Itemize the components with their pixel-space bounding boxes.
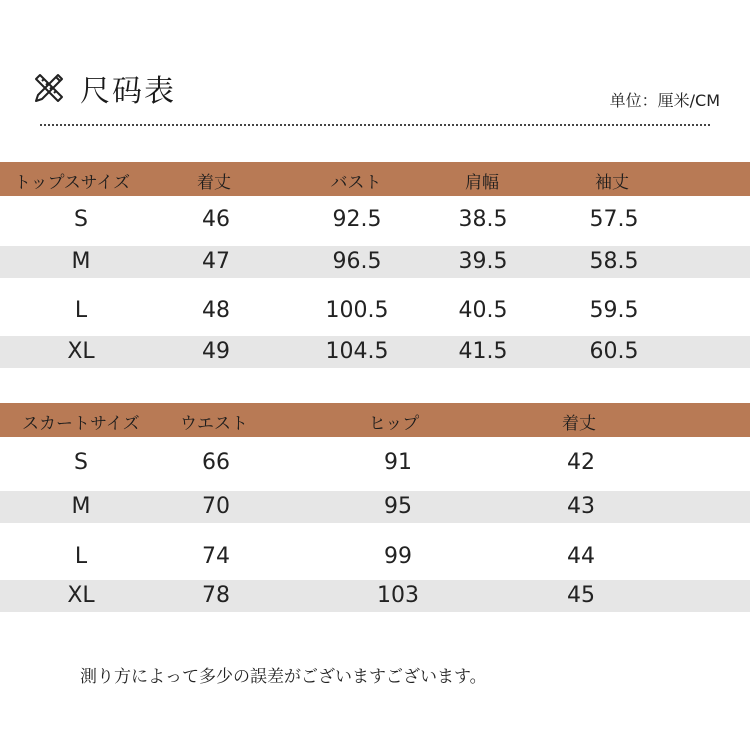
length-cell: 43 xyxy=(567,494,595,519)
skirt-header-size: スカートサイズ xyxy=(22,414,140,434)
size-cell: L xyxy=(74,544,88,569)
tops-header-sleeve: 袖丈 xyxy=(595,173,629,193)
table-row xyxy=(0,491,750,523)
shoulder-cell: 41.5 xyxy=(458,339,508,364)
dotted-divider xyxy=(40,124,710,126)
length-cell: 42 xyxy=(567,450,595,475)
length-cell: 46 xyxy=(202,207,230,232)
sleeve-cell: 60.5 xyxy=(589,339,639,364)
sleeve-cell: 58.5 xyxy=(589,249,639,274)
waist-cell: 74 xyxy=(202,544,230,569)
waist-cell: 78 xyxy=(202,583,230,608)
length-cell: 44 xyxy=(567,544,595,569)
hip-cell: 103 xyxy=(377,583,419,608)
table-row xyxy=(0,246,750,278)
table-row xyxy=(0,336,750,368)
bust-cell: 100.5 xyxy=(325,298,389,323)
waist-cell: 66 xyxy=(202,450,230,475)
size-cell: XL xyxy=(67,339,95,364)
size-cell: S xyxy=(74,207,88,232)
skirt-header-row xyxy=(0,403,750,437)
title-row xyxy=(32,66,176,110)
length-cell: 45 xyxy=(567,583,595,608)
sleeve-cell: 57.5 xyxy=(589,207,639,232)
tops-header-length: 着丈 xyxy=(197,173,231,193)
waist-cell: 70 xyxy=(202,494,230,519)
shoulder-cell: 40.5 xyxy=(458,298,508,323)
table-row xyxy=(0,295,750,327)
table-row xyxy=(0,204,750,236)
shoulder-cell: 39.5 xyxy=(458,249,508,274)
bust-cell: 96.5 xyxy=(332,249,382,274)
unit-label: 单位：厘米/CM xyxy=(609,91,720,110)
shoulder-cell: 38.5 xyxy=(458,207,508,232)
table-row xyxy=(0,541,750,573)
size-cell: M xyxy=(71,494,91,519)
tops-header-row xyxy=(0,162,750,196)
size-cell: S xyxy=(74,450,88,475)
tops-header-shoulder: 肩幅 xyxy=(465,173,499,193)
bust-cell: 92.5 xyxy=(332,207,382,232)
length-cell: 47 xyxy=(202,249,230,274)
table-row xyxy=(0,580,750,612)
skirt-header-hip: ヒップ xyxy=(368,414,420,434)
size-cell: M xyxy=(71,249,91,274)
sleeve-cell: 59.5 xyxy=(589,298,639,323)
ruler-pencil-cross-icon xyxy=(32,71,66,105)
measurement-note: 測り方によって多少の誤差がございますございます。 xyxy=(80,667,487,687)
tops-header-bust: バスト xyxy=(330,173,382,193)
length-cell: 49 xyxy=(202,339,230,364)
skirt-header-waist: ウエスト xyxy=(180,414,248,434)
length-cell: 48 xyxy=(202,298,230,323)
page-title: 尺码表 xyxy=(80,74,176,109)
hip-cell: 95 xyxy=(384,494,412,519)
bust-cell: 104.5 xyxy=(325,339,389,364)
size-cell: XL xyxy=(67,583,95,608)
table-row xyxy=(0,447,750,479)
skirt-header-length: 着丈 xyxy=(562,414,596,434)
hip-cell: 99 xyxy=(384,544,412,569)
hip-cell: 91 xyxy=(384,450,412,475)
size-cell: L xyxy=(74,298,88,323)
tops-header-size: トップスサイズ xyxy=(14,173,131,193)
